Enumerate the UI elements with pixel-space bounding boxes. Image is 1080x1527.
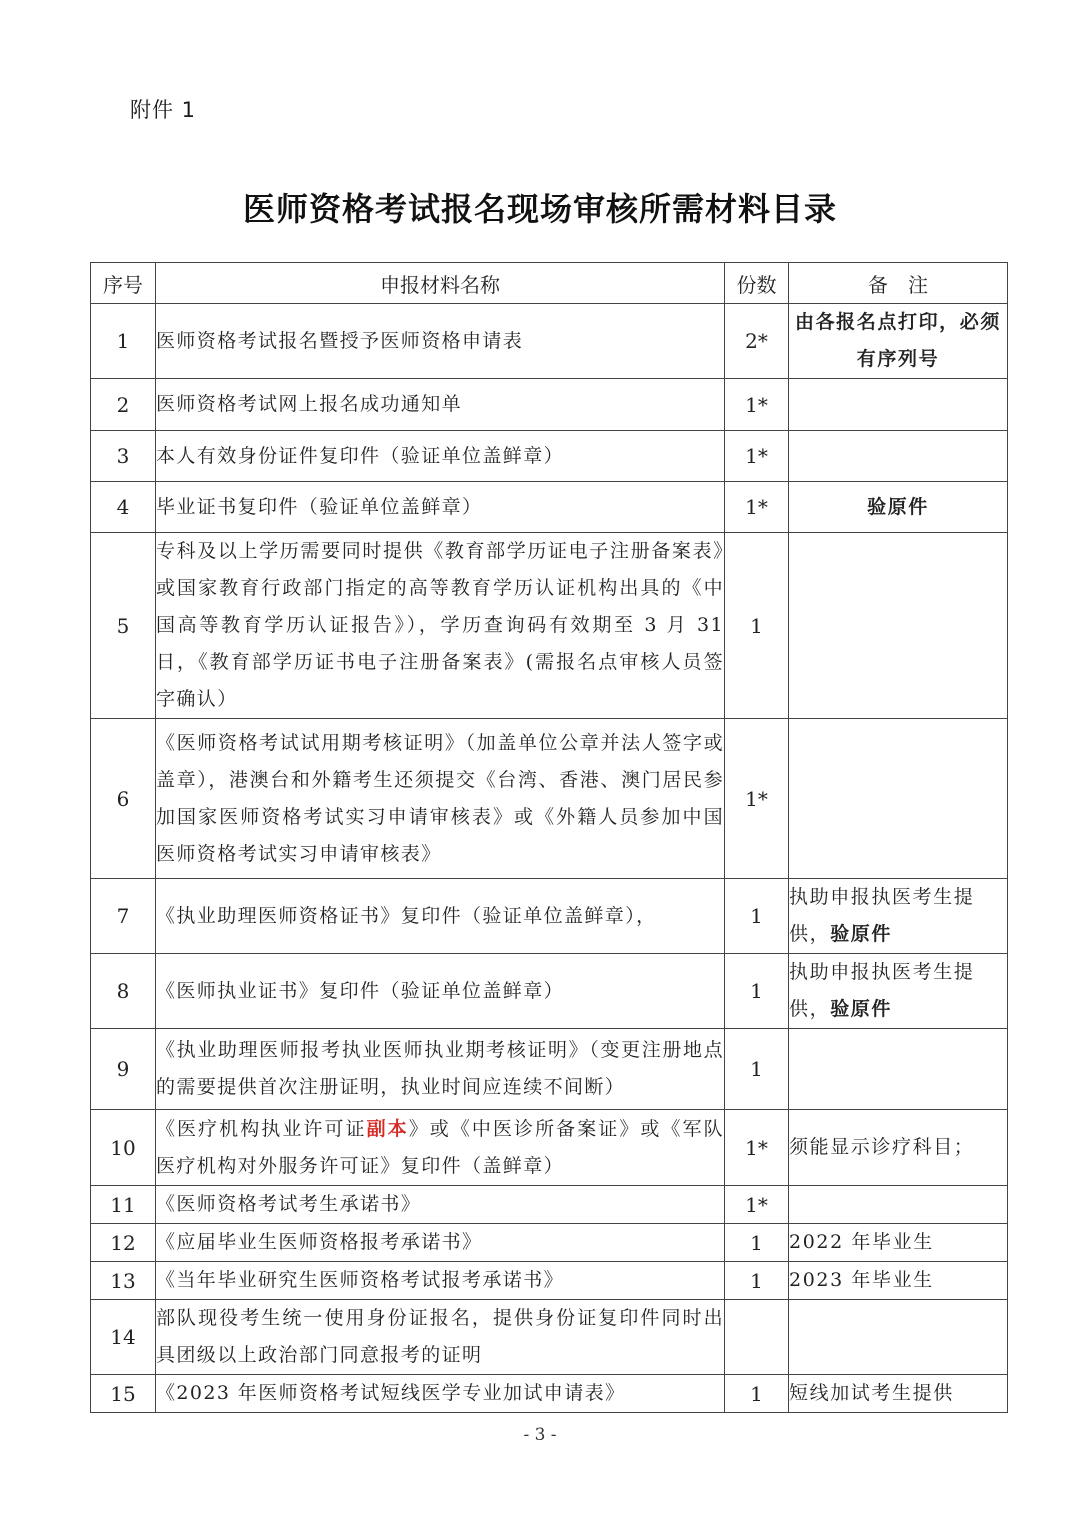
row-name: 《医师资格考试考生承诺书》 <box>156 1186 725 1224</box>
row-note <box>789 1186 1008 1224</box>
table-row <box>91 1029 1008 1110</box>
row-copies: 1* <box>725 1110 789 1186</box>
row-num: 8 <box>91 954 156 1029</box>
row-name <box>156 1110 725 1186</box>
row-num: 1 <box>91 304 156 379</box>
row-name: 《2023 年医师资格考试短线医学专业加试申请表》 <box>156 1375 725 1413</box>
row-name: 《执业助理医师资格证书》复印件（验证单位盖鲜章）， <box>156 879 725 954</box>
row-num: 14 <box>91 1300 156 1375</box>
row-num: 9 <box>91 1029 156 1110</box>
row-copies: 1 <box>725 1262 789 1300</box>
row-note: 2023 年毕业生 <box>789 1262 1008 1300</box>
row-note: 短线加试考生提供 <box>789 1375 1008 1413</box>
row-name: 医师资格考试网上报名成功通知单 <box>156 379 725 431</box>
table-row <box>91 533 1008 719</box>
row-note <box>789 533 1008 719</box>
row-num: 11 <box>91 1186 156 1224</box>
table-header-row <box>91 263 1008 304</box>
table-row <box>91 1262 1008 1300</box>
row-num: 4 <box>91 482 156 533</box>
row-name: 医师资格考试报名暨授予医师资格申请表 <box>156 304 725 379</box>
row-note: 由各报名点打印，必须有序列号 <box>789 304 1008 379</box>
table-row <box>91 1375 1008 1413</box>
table-row <box>91 482 1008 533</box>
row-note <box>789 1029 1008 1110</box>
row-copies: 1* <box>725 1186 789 1224</box>
row-note <box>789 431 1008 482</box>
row-name: 毕业证书复印件（验证单位盖鲜章） <box>156 482 725 533</box>
row-copies: 1* <box>725 431 789 482</box>
note-verify-original: 验原件 <box>830 998 893 1020</box>
row-note <box>789 879 1008 954</box>
table-row <box>91 954 1008 1029</box>
row-note <box>789 719 1008 879</box>
table-row <box>91 379 1008 431</box>
row-num: 2 <box>91 379 156 431</box>
table-row <box>91 431 1008 482</box>
row-name: 《应届毕业生医师资格报考承诺书》 <box>156 1224 725 1262</box>
note-verify-original: 验原件 <box>830 923 893 945</box>
row-copies: 1 <box>725 1224 789 1262</box>
row-num: 3 <box>91 431 156 482</box>
row-copies: 1 <box>725 1029 789 1110</box>
row-name: 《医师资格考试试用期考核证明》（加盖单位公章并法人签字或盖章），港澳台和外籍考生还须提交《台湾、香港、澳门居民参加国家医师资格考试实习申请审核表》或《外籍人员参加中国医师资格考试实习申请审核表》 <box>156 719 725 879</box>
row-note <box>789 1300 1008 1375</box>
table-row <box>91 719 1008 879</box>
row-copies: 1* <box>725 719 789 879</box>
row-num: 7 <box>91 879 156 954</box>
row-note <box>789 379 1008 431</box>
row-copies: 1* <box>725 482 789 533</box>
note-text: 执助申报执医考生提供， <box>789 961 975 1020</box>
header-copies: 份数 <box>725 263 789 304</box>
table-row <box>91 304 1008 379</box>
row-copies: 1* <box>725 379 789 431</box>
row-name-highlight: 副本 <box>366 1117 409 1140</box>
row-name-text: 《医疗机构执业许可证 <box>156 1117 367 1140</box>
page-number: - 3 - <box>523 1425 557 1445</box>
row-num: 6 <box>91 719 156 879</box>
header-name: 申报材料名称 <box>156 263 725 304</box>
row-copies: 1 <box>725 879 789 954</box>
row-name: 《当年毕业研究生医师资格考试报考承诺书》 <box>156 1262 725 1300</box>
document-title: 医师资格考试报名现场审核所需材料目录 <box>242 190 837 228</box>
row-note: 2022 年毕业生 <box>789 1224 1008 1262</box>
row-note: 验原件 <box>789 482 1008 533</box>
row-copies: 1 <box>725 1375 789 1413</box>
attachment-label: 附件 1 <box>130 98 197 122</box>
row-num: 10 <box>91 1110 156 1186</box>
row-copies: 1 <box>725 954 789 1029</box>
row-note <box>789 954 1008 1029</box>
row-num: 12 <box>91 1224 156 1262</box>
table-row <box>91 1300 1008 1375</box>
row-name: 《医师执业证书》复印件（验证单位盖鲜章） <box>156 954 725 1029</box>
table-row <box>91 1110 1008 1186</box>
row-num: 13 <box>91 1262 156 1300</box>
row-copies: 2* <box>725 304 789 379</box>
header-note: 备 注 <box>789 263 1008 304</box>
row-copies <box>725 1300 789 1375</box>
row-copies: 1 <box>725 533 789 719</box>
row-note: 须能显示诊疗科目； <box>789 1110 1008 1186</box>
table-row <box>91 1186 1008 1224</box>
row-name: 部队现役考生统一使用身份证报名，提供身份证复印件同时出具团级以上政治部门同意报考的证明 <box>156 1300 725 1375</box>
row-num: 5 <box>91 533 156 719</box>
row-name-text: 》或《中医诊所备案证》或《军队医疗机构对外服务许可证》复印件（盖鲜章） <box>156 1117 724 1177</box>
row-name: 本人有效身份证件复印件（验证单位盖鲜章） <box>156 431 725 482</box>
materials-table <box>90 262 1008 1413</box>
note-text: 执助申报执医考生提供， <box>789 886 975 945</box>
table-row <box>91 1224 1008 1262</box>
row-num: 15 <box>91 1375 156 1413</box>
header-num: 序号 <box>91 263 156 304</box>
row-name: 《执业助理医师报考执业医师执业期考核证明》（变更注册地点的需要提供首次注册证明，执业时间应连续不间断） <box>156 1029 725 1110</box>
table-row <box>91 879 1008 954</box>
row-name: 专科及以上学历需要同时提供《教育部学历证电子注册备案表》或国家教育行政部门指定的高等教育学历认证机构出具的《中国高等教育学历认证报告》），学历查询码有效期至 3 月 31 日，《教育部学历证书电子注册备案表》(需报名点审核人员签字确认） <box>156 533 725 719</box>
